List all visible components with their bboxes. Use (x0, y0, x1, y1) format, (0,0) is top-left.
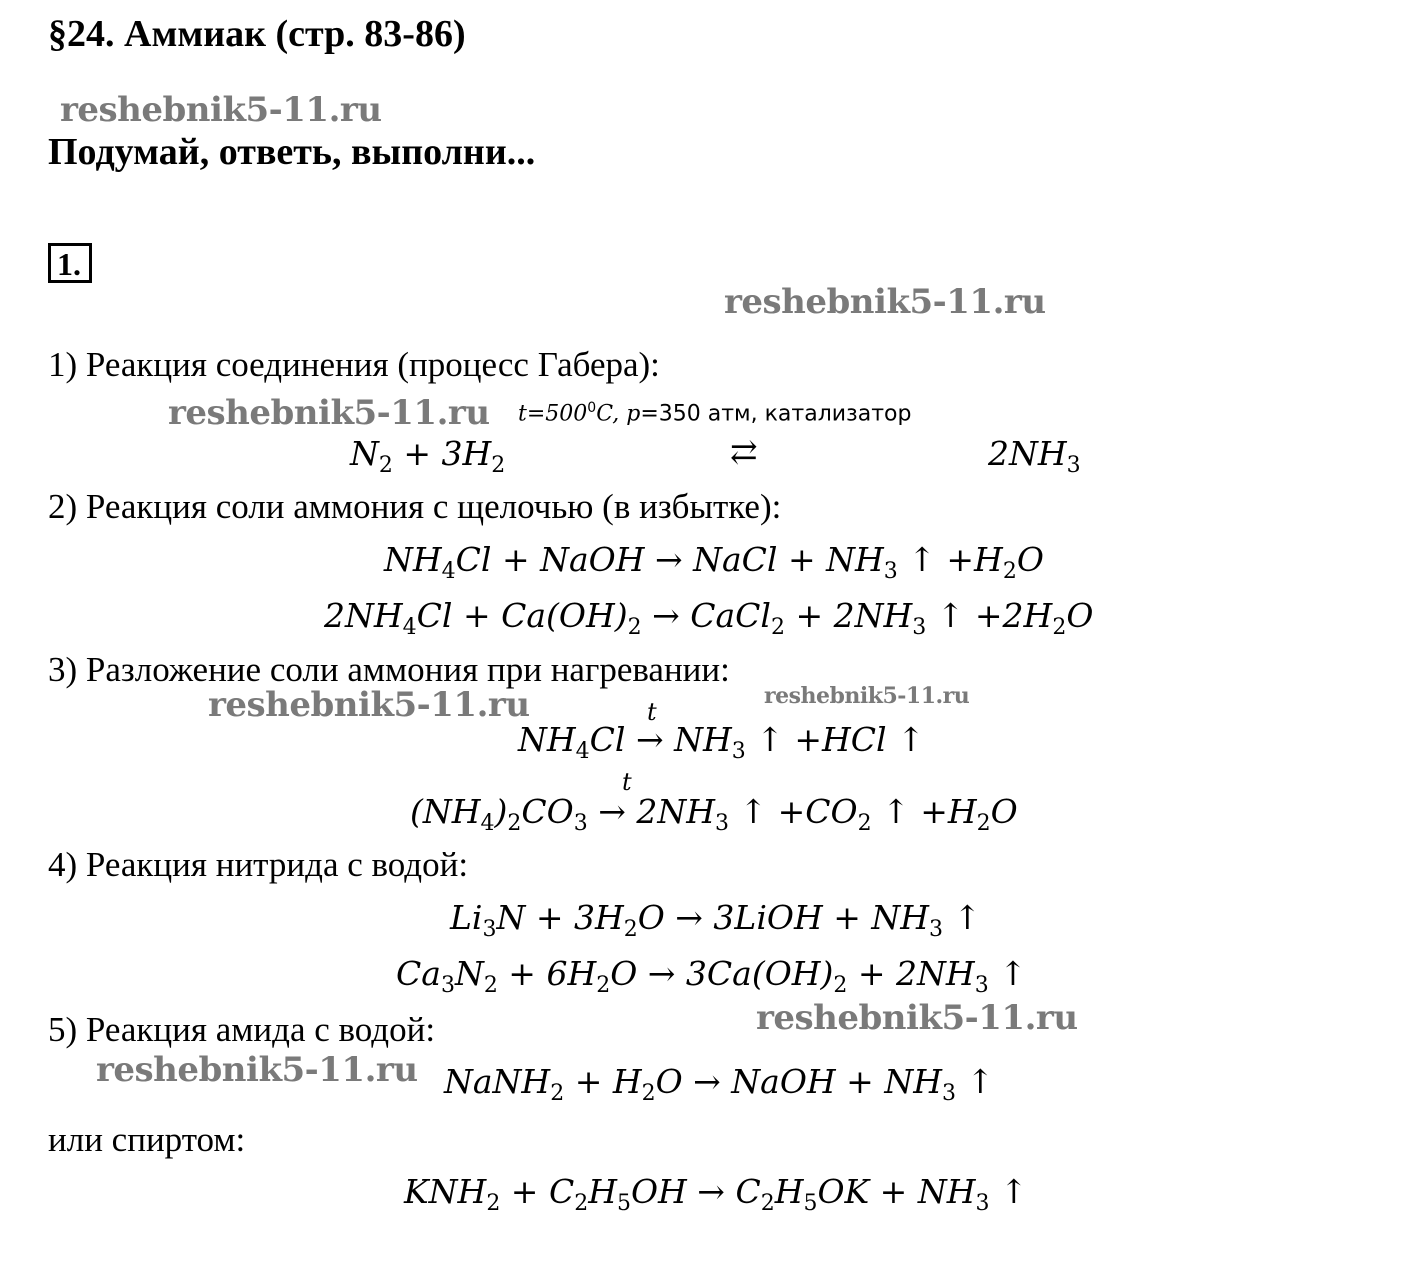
condition-rest: =350 атм, катализатор (640, 401, 912, 427)
eq-sub: 3 (1066, 453, 1081, 478)
section-heading: или спиртом: (48, 1120, 246, 1159)
eq-sub: 2 (378, 453, 393, 478)
watermark: reshebnik5-11.ru (60, 90, 382, 130)
equation: $KNH_2 + C_2H_5OH \to C_2H_5OK + NH_3$ ↑ (404, 1172, 1028, 1216)
equation: $Ca_3N_2 + 6H_2O \to 3Ca(OH)_2 + 2NH_3$ ↑ (396, 954, 1027, 998)
condition-temp-sup: 0 (587, 400, 597, 416)
task-number-box (48, 243, 92, 283)
equation: $(NH_4)_2CO_3 \to 2NH_3$ ↑ $+CO_2$ ↑ $+H_2O$ (410, 792, 1018, 836)
watermark: reshebnik5-11.ru (168, 393, 490, 433)
condition-unit: C, (596, 401, 627, 427)
equation: $NH_4Cl \to NH_3$ ↑ +HCl ↑ (518, 720, 925, 764)
section-subtitle: Подумай, ответь, выполни... (48, 131, 536, 173)
condition-temp: t=500 (518, 401, 588, 427)
equation-haber-right (988, 434, 1081, 478)
equation: $Li_3N + 3H_2O$ → 3LiOH + $NH_3$ ↑ (450, 898, 982, 942)
equation: $NH_4Cl$ + NaOH → NaCl + $NH_3$ ↑ $+H_2O$ (384, 540, 1044, 584)
equation-haber-left (350, 434, 505, 478)
watermark: reshebnik5-11.ru (764, 683, 970, 709)
equilibrium-arrow: ⇄ (730, 432, 758, 471)
page-title: §24. Аммиак (стр. 83-86) (48, 13, 466, 55)
eq-part: 2NH (988, 434, 1067, 473)
section-heading: 1) Реакция соединения (процесс Габера): (48, 345, 660, 384)
equation: $2NH_4Cl + Ca(OH)_2$ → CaCl$_2$ + $2NH_3$ ↑ $+2H_2O$ (324, 596, 1094, 640)
watermark: reshebnik5-11.ru (724, 282, 1046, 322)
eq-part: + 3H (392, 434, 492, 473)
section-heading: 5) Реакция амида с водой: (48, 1010, 436, 1049)
equation: NaNH$_2$ + $H_2O$ → NaOH + $NH_3$ ↑ (444, 1062, 995, 1106)
watermark: reshebnik5-11.ru (208, 685, 530, 725)
heat-label: t (647, 698, 657, 726)
eq-part: N (350, 434, 379, 473)
heat-label: t (622, 768, 632, 796)
section-heading: 2) Реакция соли аммония с щелочью (в избытке): (48, 487, 782, 526)
section-heading: 3) Разложение соли аммония при нагревании: (48, 650, 730, 689)
watermark: reshebnik5-11.ru (756, 998, 1078, 1038)
condition-pressure-symbol: p (626, 401, 641, 427)
eq-sub: 2 (491, 453, 506, 478)
task-number: 1. (57, 246, 81, 282)
section-heading: 4) Реакция нитрида с водой: (48, 845, 469, 884)
watermark: reshebnik5-11.ru (96, 1050, 418, 1090)
reaction-conditions (518, 400, 911, 426)
